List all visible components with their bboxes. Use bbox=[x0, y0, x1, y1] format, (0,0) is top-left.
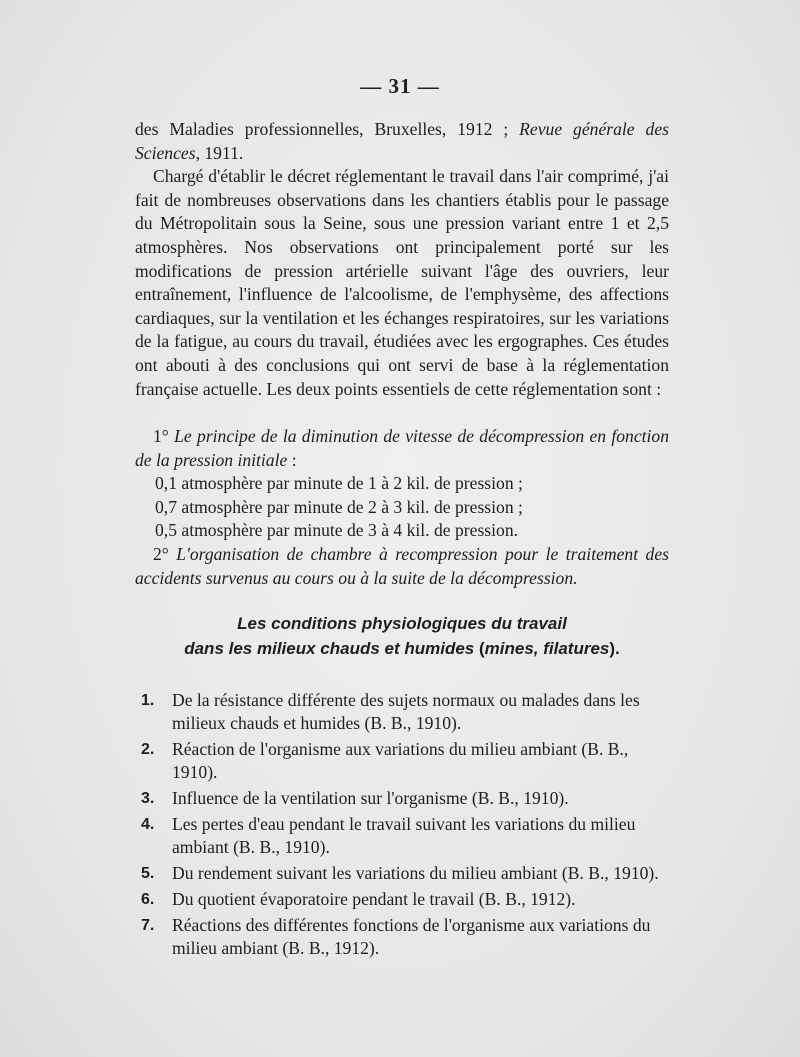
list-item bbox=[135, 689, 671, 735]
list-item bbox=[135, 914, 671, 960]
lead-reference-journal: Revue générale des Sciences bbox=[135, 119, 669, 163]
section-title bbox=[135, 611, 669, 661]
list-item-number: 2. bbox=[141, 741, 155, 758]
section-title-paren-content: mines, filatures bbox=[484, 639, 610, 658]
list-item-text: Réactions des différentes fonctions de l'organisme aux variations du milieu ambiant (B. B., 1912). bbox=[172, 915, 651, 958]
list-item bbox=[135, 787, 671, 810]
list-item-number: 7. bbox=[141, 917, 155, 934]
section-title-line1: Les conditions physiologiques du travail bbox=[237, 614, 567, 633]
list-item-text: Réaction de l'organisme aux variations du milieu ambiant (B. B., 1910). bbox=[172, 739, 629, 782]
lead-reference-suffix: , 1911. bbox=[195, 142, 244, 163]
list-item bbox=[135, 813, 671, 859]
list-item bbox=[135, 738, 671, 784]
list-item-text: Du rendement suivant les variations du milieu ambiant (B. B., 1910). bbox=[172, 863, 659, 883]
list-item-number: 4. bbox=[141, 816, 155, 833]
rate-line: 0,7 atmosphère par minute de 2 à 3 kil. de pression ; bbox=[155, 496, 523, 517]
section-title-paren-open: ( bbox=[474, 639, 485, 658]
publication-list bbox=[135, 689, 671, 963]
principle-first-text: Le principe de la diminution de vitesse de décompression en fonction de la pression initiale bbox=[135, 426, 669, 470]
lead-section bbox=[135, 118, 669, 401]
section-title-main: dans les milieux chauds et humides bbox=[184, 639, 475, 658]
list-item-number: 6. bbox=[141, 891, 155, 908]
lead-reference-prefix: des Maladies professionnelles, Bruxelles, 1912 ; bbox=[135, 119, 520, 139]
list-item-number: 3. bbox=[141, 790, 155, 807]
list-item-number: 5. bbox=[141, 865, 155, 882]
rate-line: 0,5 atmosphère par minute de 3 à 4 kil. de pression. bbox=[155, 520, 519, 541]
rate-line: 0,1 atmosphère par minute de 1 à 2 kil. de pression ; bbox=[155, 473, 523, 494]
principle-first bbox=[135, 425, 669, 472]
section-title-line2 bbox=[135, 636, 669, 661]
page-number: — 31 — bbox=[360, 74, 440, 98]
list-item-text: Les pertes d'eau pendant le travail suivant les variations du milieu ambiant (B. B., 1910). bbox=[172, 814, 636, 857]
list-item bbox=[135, 888, 671, 911]
list-item bbox=[135, 862, 671, 885]
list-item-text: Influence de la ventilation sur l'organisme (B. B., 1910). bbox=[172, 788, 569, 808]
principle-second-text: L'organisation de chambre à recompression pour le traitement des accidents survenus au cours ou à la suite de la décompression. bbox=[135, 543, 669, 588]
principles-section bbox=[135, 425, 669, 590]
list-item-text: Du quotient évaporatoire pendant le travail (B. B., 1912). bbox=[172, 889, 576, 909]
list-item-number: 1. bbox=[141, 692, 155, 709]
lead-paragraph: Chargé d'établir le décret réglementant le travail dans l'air comprimé, j'ai fait de nombreuses observations dans les chantiers établis pour le passage du Métropolitain sous la Seine, sous une pression variant entre 1 et 2,5 atmosphères. Nos observations ont principalement porté sur les modifications de pression artérielle suivant l'âge des ouvriers, leur entraînement, l'influence de l'alcoolisme, de l'emphysème, des affections cardiaques, sur la ventilation et les échanges respiratoires, sur les variations de la fatigue, au cours du travail, étudiées avec les ergographes. Ces études ont abouti à des conclusions qui ont servi de base à la réglementation française actuelle. Les deux points essentiels de cette réglementation sont : bbox=[135, 166, 669, 399]
lead-reference-line bbox=[135, 118, 669, 165]
principle-second-number: 2° bbox=[153, 543, 169, 564]
section-title-paren-close: ). bbox=[609, 639, 620, 658]
principle-second bbox=[135, 543, 669, 590]
principle-first-suffix: : bbox=[287, 449, 297, 470]
list-item-text: De la résistance différente des sujets normaux ou malades dans les milieux chauds et humides (B. B., 1910). bbox=[172, 690, 640, 733]
principle-first-number: 1° bbox=[153, 426, 169, 446]
